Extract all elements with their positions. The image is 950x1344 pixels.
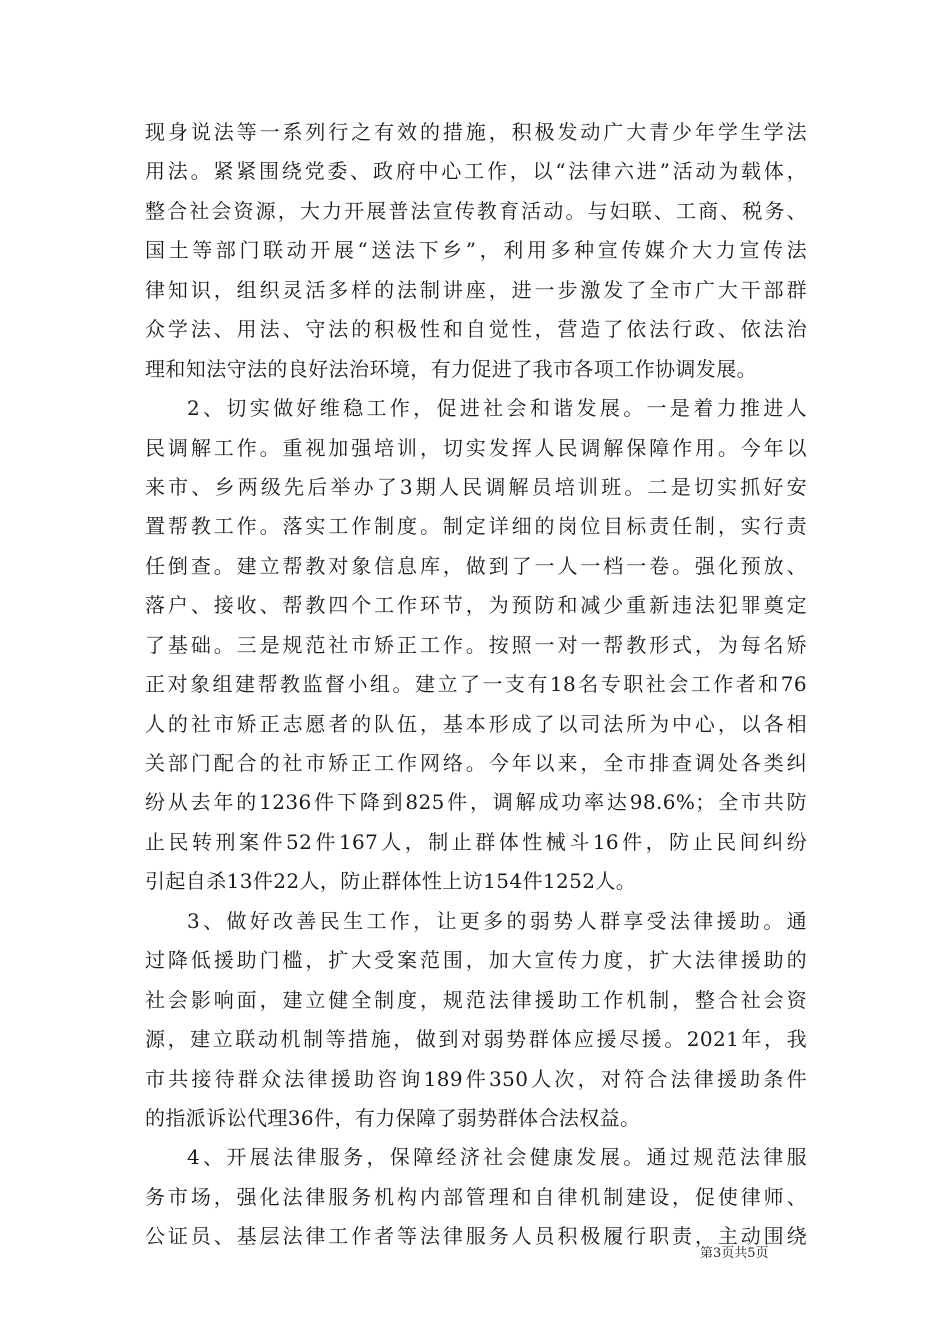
text-line: 社会影响面，建立健全制度，规范法律援助工作机制，整合社会资	[145, 987, 807, 1012]
text-line: 来市、乡两级先后举办了3期人民调解员培训班。二是切实抓好安	[145, 474, 807, 499]
text-line: 用法。紧紧围绕党委、政府中心工作，以“法律六进”活动为载体，	[145, 159, 807, 184]
text-line: 的指派诉讼代理36件，有力保障了弱势群体合法权益。	[145, 1105, 641, 1130]
paragraph	[145, 113, 807, 389]
text-line: 众学法、用法、守法的积极性和自觉性，营造了依法行政、依法治	[145, 317, 807, 342]
document-page	[145, 113, 807, 1257]
text-line: 关部门配合的社市矫正工作网络。今年以来，全市排查调处各类纠	[145, 751, 807, 775]
text-line: 公证员、基层法律工作者等法律服务人员积极履行职责，主动围绕	[145, 1224, 807, 1249]
paragraph	[145, 389, 807, 902]
text-line: 4、开展法律服务，保障经济社会健康发展。通过规范法律服	[187, 1145, 807, 1170]
text-line: 2、切实做好维稳工作，促进社会和谐发展。一是着力推进人	[187, 396, 807, 421]
paragraph	[145, 902, 807, 1139]
text-line: 任倒查。建立帮教对象信息库，做到了一人一档一卷。强化预放、	[145, 553, 807, 578]
text-line: 民调解工作。重视加强培训，切实发挥人民调解保障作用。今年以	[145, 435, 807, 460]
text-line: 纷从去年的1236件下降到825件，调解成功率达98.6%；全市共防	[145, 790, 807, 815]
text-line: 引起自杀13件22人，防止群体性上访154件1252人。	[145, 869, 637, 894]
text-line: 落户、接收、帮教四个工作环节，为预防和减少重新违法犯罪奠定	[145, 593, 807, 618]
text-line: 律知识，组织灵活多样的法制讲座，进一步激发了全市广大干部群	[145, 277, 807, 302]
text-line: 市共接待群众法律援助咨询189件350人次，对符合法律援助条件	[145, 1066, 807, 1091]
page-number-footer: 第3页共5页	[700, 1246, 769, 1261]
paragraph	[145, 1138, 807, 1256]
text-line: 过降低援助门槛，扩大受案范围，加大宣传力度，扩大法律援助的	[145, 948, 807, 973]
text-line: 3、做好改善民生工作，让更多的弱势人群享受法律援助。通	[187, 908, 807, 933]
text-line: 了基础。三是规范社市矫正工作。按照一对一帮教形式，为每名矫	[145, 632, 807, 657]
text-line: 务市场，强化法律服务机构内部管理和自律机制建设，促使律师、	[145, 1184, 807, 1209]
text-line: 国土等部门联动开展“送法下乡”，利用多种宣传媒介大力宣传法	[145, 238, 807, 263]
text-line: 整合社会资源，大力开展普法宣传教育活动。与妇联、工商、税务、	[145, 198, 807, 223]
text-line: 正对象组建帮教监督小组。建立了一支有18名专职社会工作者和76	[145, 672, 807, 697]
text-line: 人的社市矫正志愿者的队伍，基本形成了以司法所为中心，以各相	[145, 711, 807, 736]
text-line: 现身说法等一系列行之有效的措施，积极发动广大青少年学生学法	[145, 120, 807, 144]
text-line: 置帮教工作。落实工作制度。制定详细的岗位目标责任制，实行责	[145, 514, 807, 539]
text-line: 理和知法守法的良好法治环境，有力促进了我市各项工作协调发展。	[145, 356, 757, 381]
text-line: 止民转刑案件52件167人，制止群体性械斗16件，防止民间纠纷	[145, 829, 807, 854]
text-line: 源，建立联动机制等措施，做到对弱势群体应援尽援。2021年，我	[145, 1027, 807, 1052]
